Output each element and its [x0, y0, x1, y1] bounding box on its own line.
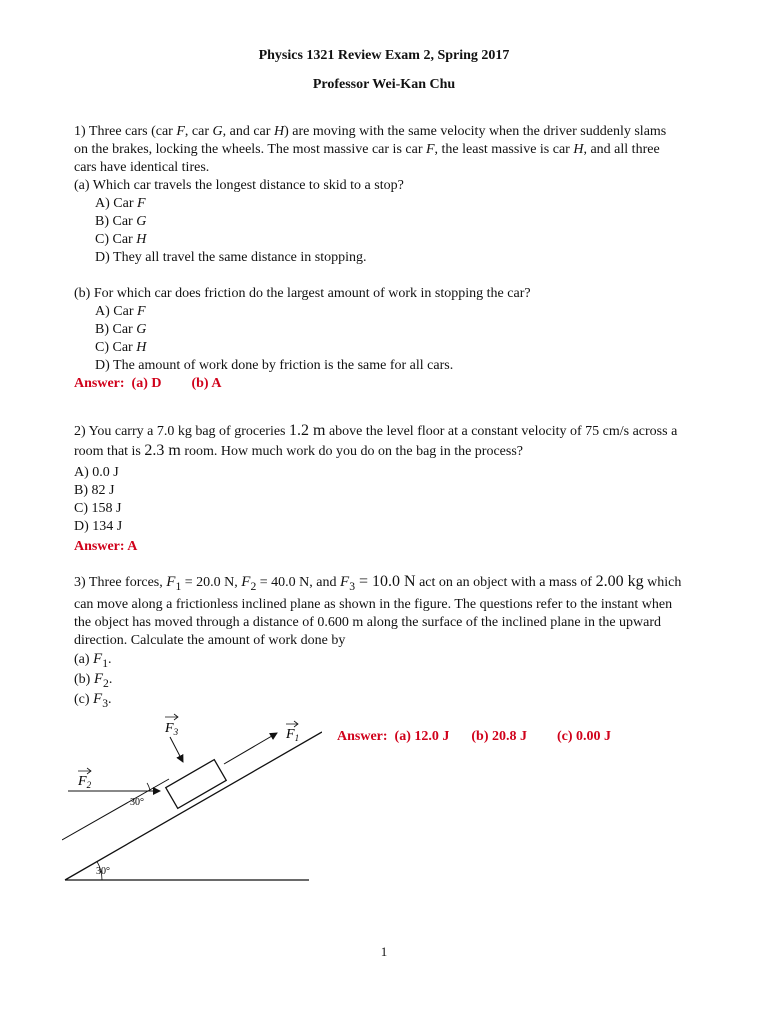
f2-label: $F_2$	[78, 774, 92, 790]
q3-stem-line-3: the object has moved through a distance of 0.600 m along the surface of the inclined plane in the upward	[74, 615, 662, 630]
q1b-option-c: C) Car H	[95, 340, 147, 355]
q2-option-b: B) 82 J	[74, 483, 115, 498]
q2-stem-line-1: 2) You carry a 7.0 kg bag of groceries 1.2 m above the level floor at a constant velocity of 75 cm/s across a	[74, 422, 678, 439]
lower-angle-label: 30°	[96, 866, 110, 877]
q3-answer: Answer: (a) 12.0 J (b) 20.8 J (c) 0.00 J	[337, 729, 612, 744]
q1b-option-b: B) Car G	[95, 322, 147, 337]
f3-vector-arrow-icon	[165, 714, 178, 720]
q2-option-a: A) 0.0 J	[74, 465, 119, 480]
q1-stem-line-3: cars have identical tires.	[74, 160, 210, 175]
q2-answer: Answer: A	[74, 539, 138, 554]
block	[166, 760, 226, 809]
q3-part-b: (b) $F_2$.	[74, 671, 113, 690]
professor-name: Professor Wei-Kan Chu	[312, 77, 456, 92]
q1-stem-line-1: 1) Three cars (car F, car G, and car H) are moving with the same velocity when the driver suddenly slams	[74, 124, 667, 139]
q3-stem-line-4: direction. Calculate the amount of work done by	[74, 633, 346, 648]
exam-title: Physics 1321 Review Exam 2, Spring 2017	[258, 48, 510, 63]
q2-stem-line-2: room that is 2.3 m room. How much work do you do on the bag in the process?	[74, 442, 524, 459]
q1a-option-a: A) Car F	[95, 196, 146, 211]
q3-part-c: (c) $F_3$.	[74, 691, 112, 710]
q3-stem-line-2: can move along a frictionless inclined plane as shown in the figure. The questions refer to the instant when	[74, 597, 673, 612]
upper-angle-label: 30°	[130, 797, 144, 808]
page-number: 1	[380, 944, 388, 959]
q3-part-a: (a) $F_1$.	[74, 651, 112, 670]
q1-answer: Answer: (a) D (b) A	[74, 376, 222, 391]
q1a-option-c: C) Car H	[95, 232, 147, 247]
f3-arrow	[170, 737, 183, 762]
q1-stem-line-2: on the brakes, locking the wheels. The most massive car is car F, the least massive is car H, and all three	[74, 142, 660, 157]
upper-angle-arc	[147, 783, 150, 791]
incline-surface	[65, 732, 322, 880]
q1-part-b-question: (b) For which car does friction do the largest amount of work in stopping the car?	[74, 286, 531, 301]
f3-label: $F_3$	[165, 721, 179, 737]
inclined-plane-figure	[62, 712, 322, 888]
q2-option-c: C) 158 J	[74, 501, 122, 516]
q1a-option-b: B) Car G	[95, 214, 147, 229]
q3-stem-line-1: 3) Three forces, $F_1 = 20.0$ N, $F_2 = 40.0$ N, and $F_3 = 10.0$ N act on an object with a mass of 2.00 kg which	[74, 573, 682, 593]
q1a-option-d: D) They all travel the same distance in stopping.	[95, 250, 367, 265]
f1-arrow	[224, 733, 277, 764]
q1b-option-d: D) The amount of work done by friction is the same for all cars.	[95, 358, 454, 373]
q1b-option-a: A) Car F	[95, 304, 146, 319]
f1-label: $F_1$	[286, 727, 300, 743]
q2-option-d: D) 134 J	[74, 519, 123, 534]
q1-part-a-question: (a) Which car travels the longest distance to skid to a stop?	[74, 178, 404, 193]
